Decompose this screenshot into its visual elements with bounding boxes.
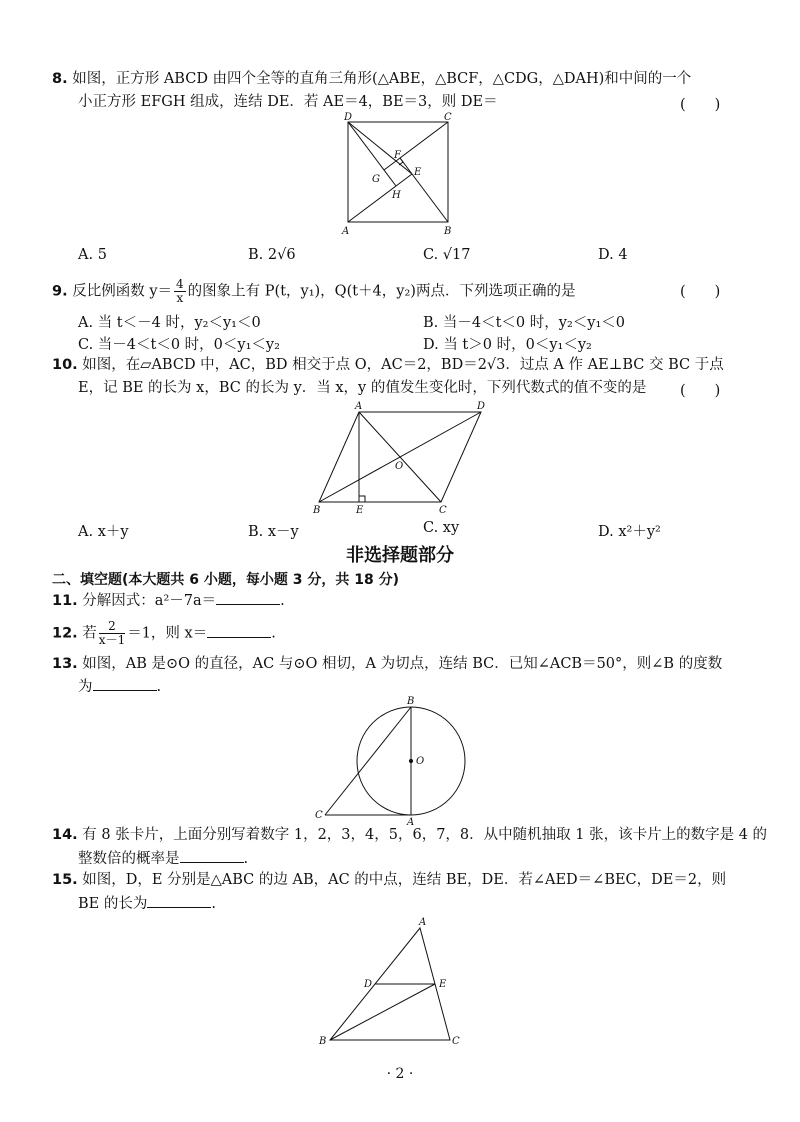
q8-label-d: D xyxy=(344,112,353,123)
q9-fraction xyxy=(174,278,186,305)
page-number: · 2 · xyxy=(386,1066,414,1082)
q11-answer-blank[interactable] xyxy=(216,591,280,605)
q8-label-c: C xyxy=(444,112,452,123)
q10-label-b: B xyxy=(313,505,321,514)
q13-label-b: B xyxy=(407,696,415,707)
q15-label-c: C xyxy=(452,1036,460,1047)
q8-square-figure xyxy=(330,112,470,237)
q10-label-a: A xyxy=(355,401,363,412)
q15-label-e: E xyxy=(439,979,447,990)
q12-text-post: ＝1，则 x＝ xyxy=(127,625,208,642)
q14-line1 xyxy=(52,826,767,844)
q8-line-bf xyxy=(400,158,448,222)
q12-frac-den: x－1 xyxy=(98,633,126,647)
q9-option-b: B. 当－4＜t＜0 时，y₂＜y₁＜0 xyxy=(423,315,625,331)
q8-label-b: B xyxy=(444,226,452,237)
q8-option-d: D. 4 xyxy=(598,247,628,263)
q13-label-o: O xyxy=(416,756,425,767)
q8-option-b: B. 2√6 xyxy=(248,247,296,263)
q10-label-d: D xyxy=(477,401,486,412)
q8-option-c: C. √17 xyxy=(423,247,471,263)
q14-text-line1: 有 8 张卡片，上面分别写着数字 1，2，3，4，5，6，7，8．从中随机抽取 1 张，该卡片上的数字是 4 的 xyxy=(82,827,768,843)
q13-text-line1: 如图，AB 是⊙O 的直径，AC 与⊙O 相切，A 为切点，连结 BC．已知∠ACB＝50°，则∠B 的度数 xyxy=(82,656,723,672)
q11-period: . xyxy=(280,593,285,609)
q8-label-g: G xyxy=(372,174,380,185)
q13-line2 xyxy=(78,677,161,696)
q15-answer-blank[interactable] xyxy=(147,894,211,908)
q8-line-cg xyxy=(384,122,448,170)
q15-text-line2: BE 的长为 xyxy=(78,896,148,912)
q10-answer-bracket: ( ) xyxy=(680,383,721,399)
q11-stem xyxy=(52,591,285,610)
q13-label-a: A xyxy=(407,817,415,826)
q13-period: . xyxy=(156,679,162,695)
q8-label-f: F xyxy=(394,150,401,161)
q8-option-a: A. 5 xyxy=(78,247,107,263)
q10-label-c: C xyxy=(439,505,447,514)
q8-answer-bracket: ( ) xyxy=(680,97,721,113)
q15-label-a: A xyxy=(419,917,427,928)
q12-answer-blank[interactable] xyxy=(207,624,271,638)
q8-text-line2: 小正方形 EFGH 组成，连结 DE．若 AE＝4，BE＝3，则 DE＝ xyxy=(78,94,498,110)
q8-line-de xyxy=(348,122,412,174)
q15-label-d: D xyxy=(364,979,373,990)
q13-number: 13. xyxy=(52,656,78,672)
q8-number: 8. xyxy=(52,71,68,87)
q10-label-o: O xyxy=(395,461,404,472)
q15-label-b: B xyxy=(319,1036,327,1047)
q9-option-a: A. 当 t＜－4 时，y₂＜y₁＜0 xyxy=(78,315,261,331)
q14-period: . xyxy=(243,851,249,867)
q12-fraction xyxy=(99,620,125,647)
q15-line-be xyxy=(330,984,435,1040)
q12-period: . xyxy=(271,625,276,642)
q15-line1 xyxy=(52,871,726,889)
q15-period: . xyxy=(211,896,216,912)
q12-stem xyxy=(52,620,276,647)
section-heading: 非选择题部分 xyxy=(346,545,454,566)
q9-text-pre: 反比例函数 y＝ xyxy=(72,283,173,300)
q14-number: 14. xyxy=(52,827,78,843)
q10-number: 10. xyxy=(52,357,78,373)
q12-text-pre: 若 xyxy=(82,625,97,642)
q15-number: 15. xyxy=(52,872,78,888)
q9-frac-num: 4 xyxy=(176,277,184,291)
q8-label-a: A xyxy=(342,226,350,237)
q11-number: 11. xyxy=(52,593,78,609)
q14-text-line2: 整数倍的概率是 xyxy=(78,851,180,867)
q14-line2 xyxy=(78,849,248,868)
q10-option-c: C. xy xyxy=(423,520,460,536)
q9-option-c: C. 当－4＜t＜0 时，0＜y₁＜y₂ xyxy=(78,337,280,353)
q10-parallelogram-figure xyxy=(305,398,505,514)
q13-text-line2: 为 xyxy=(78,679,93,695)
q13-circle-figure xyxy=(305,696,475,826)
q9-frac-den: x xyxy=(176,291,184,305)
q13-line-bc xyxy=(325,707,411,815)
q8-text-line1: 如图，正方形 ABCD 由四个全等的直角三角形(△ABE，△BCF，△CDG，△DAH)和中间的一个 xyxy=(72,71,692,87)
q14-answer-blank[interactable] xyxy=(180,849,244,863)
q9-answer-bracket: ( ) xyxy=(680,284,721,300)
q10-right-angle-e xyxy=(359,496,365,502)
q10-diagonal-bd xyxy=(319,412,481,502)
q12-frac-num: 2 xyxy=(99,620,125,634)
q9-number: 9. xyxy=(52,283,68,300)
q13-label-c: C xyxy=(315,810,323,821)
q13-center-dot xyxy=(409,759,412,762)
q9-stem xyxy=(52,278,575,305)
q9-text-post: 的图象上有 P(t，y₁)，Q(t＋4，y₂)两点．下列选项正确的是 xyxy=(187,283,576,300)
q8-line-ae xyxy=(348,174,412,222)
q8-label-e: E xyxy=(414,167,422,178)
q15-triangle-figure xyxy=(310,914,470,1048)
q9-option-d: D. 当 t＞0 时，0＜y₁＜y₂ xyxy=(423,337,592,353)
q10-text-line2: E，记 BE 的长为 x，BC 的长为 y．当 x，y 的值发生变化时，下列代数式的值不变的是 xyxy=(78,380,647,396)
q10-label-e: E xyxy=(356,505,364,514)
q15-line2 xyxy=(78,894,216,913)
q10-option-b: B. x－y xyxy=(248,524,299,540)
q13-answer-blank[interactable] xyxy=(93,677,157,691)
q10-text-line1: 如图，在▱ABCD 中，AC，BD 相交于点 O，AC＝2，BD＝2√3．过点 A 作 AE⊥BC 交 BC 于点 xyxy=(82,357,724,373)
q10-option-a: A. x＋y xyxy=(78,524,129,540)
q11-text: 分解因式：a²－7a＝ xyxy=(82,593,217,609)
q8-line1 xyxy=(52,70,691,88)
q8-label-h: H xyxy=(392,190,401,201)
q8-square-abcd xyxy=(348,122,448,222)
q10-line1 xyxy=(52,356,724,374)
q15-text-line1: 如图，D，E 分别是△ABC 的边 AB，AC 的中点，连结 BE，DE．若∠AED＝∠BEC，DE＝2，则 xyxy=(82,872,727,888)
q10-option-d: D. x²＋y² xyxy=(598,524,661,540)
q12-number: 12. xyxy=(52,625,78,642)
q13-line1 xyxy=(52,655,722,673)
section-2-title: 二、填空题(本大题共 6 小题，每小题 3 分，共 18 分) xyxy=(52,572,400,588)
